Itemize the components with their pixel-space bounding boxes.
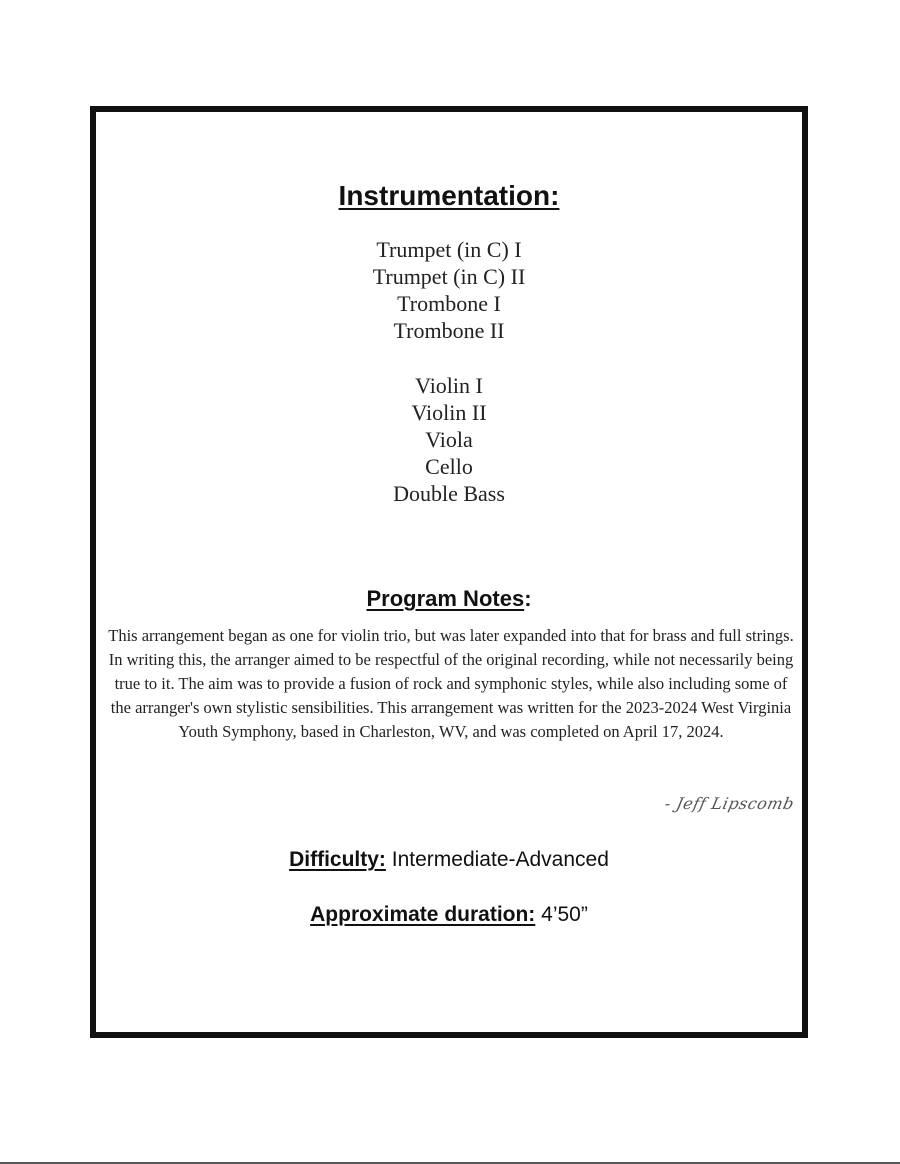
program-notes-colon: : [524,586,532,611]
instrument-item: Cello [425,454,473,479]
difficulty-label: Difficulty: [289,848,386,871]
instrument-item: Trombone I [397,291,501,316]
instrumentation-title: Instrumentation: [338,180,560,211]
instrument-item: Trumpet (in C) II [372,264,526,289]
duration-value: 4’50” [541,903,588,926]
program-notes-text: This arrangement began as one for violin trio, but was later expanded into that for brass and full strings. In writing this, the arranger aimed to be respectful of the original recording, while not necessarily being true to it. The aim was to provide a fusion of rock and symphonic styles, while also including some of the arranger's own stylistic sensibilities. This arrangement was written for the 2023-2024 West Virginia Youth Symphony, based in Charleston, WV, and was completed on April 17, 2024. [108,626,794,741]
page-frame [90,106,808,1038]
brass-instrument-list [96,236,802,344]
instrument-item: Trumpet (in C) I [376,237,522,262]
instrument-item: Viola [425,427,473,452]
difficulty-value: Intermediate-Advanced [391,848,609,871]
instrument-item: Double Bass [393,481,505,506]
program-notes-heading [96,586,802,612]
string-instrument-list [96,372,802,507]
instrument-item: Trombone II [393,318,505,343]
difficulty-line [96,848,802,872]
duration-line [96,903,802,927]
program-notes-title: Program Notes [366,586,525,611]
duration-label: Approximate duration: [310,903,536,926]
arranger-signature: - Jeff Lipscomb [662,794,797,813]
instrument-item: Violin II [411,400,487,425]
instrumentation-heading [96,180,802,212]
instrument-item: Violin I [415,373,483,398]
